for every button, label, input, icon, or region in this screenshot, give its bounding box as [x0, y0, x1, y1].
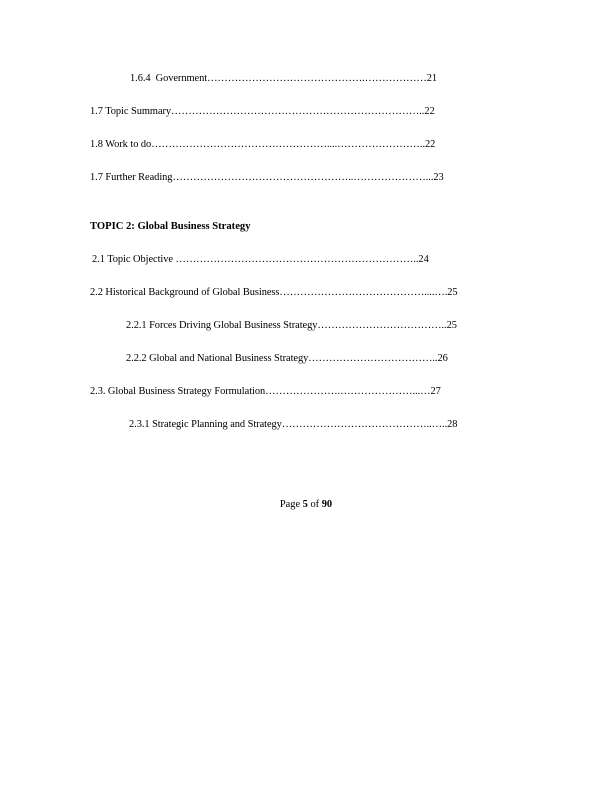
toc-entry-2-2-2-global-national[interactable]: 2.2.2 Global and National Business Strategy………………………………..26: [126, 353, 448, 364]
toc-entry-1-6-4-government[interactable]: 1.6.4 Government……………………………………….………………21: [130, 73, 438, 84]
footer-page-prefix: Page: [279, 499, 303, 510]
page-footer: [0, 499, 612, 511]
toc-entry-1-7-topic-summary[interactable]: 1.7 Topic Summary………………………………………………………………..22: [90, 106, 435, 117]
toc-entry-1-8-work-to-do[interactable]: 1.8 Work to do……………………………………………....……………………..22: [90, 139, 436, 150]
footer-current-page: 5: [302, 499, 308, 510]
toc-entry-1-7-further-reading[interactable]: 1.7 Further Reading……………………………………………..…………………...23: [90, 172, 444, 183]
topic-2-heading: TOPIC 2: Global Business Strategy: [90, 221, 251, 232]
toc-entry-2-2-historical-background[interactable]: 2.2 Historical Background of Global Business……………………………………....….25: [90, 287, 458, 298]
toc-entry-2-3-1-strategic-planning[interactable]: 2.3.1 Strategic Planning and Strategy……………………………………..…..28: [129, 419, 458, 430]
toc-entry-2-3-strategy-formulation[interactable]: 2.3. Global Business Strategy Formulation………………….…………………...…27: [90, 386, 441, 397]
footer-total-pages: 90: [321, 499, 333, 510]
toc-entry-2-2-1-forces-driving[interactable]: 2.2.1 Forces Driving Global Business Strategy………………………………..25: [126, 320, 457, 331]
toc-entry-2-1-topic-objective[interactable]: 2.1 Topic Objective ……………………………………………………………..24: [92, 254, 429, 265]
footer-separator: of: [307, 499, 322, 510]
